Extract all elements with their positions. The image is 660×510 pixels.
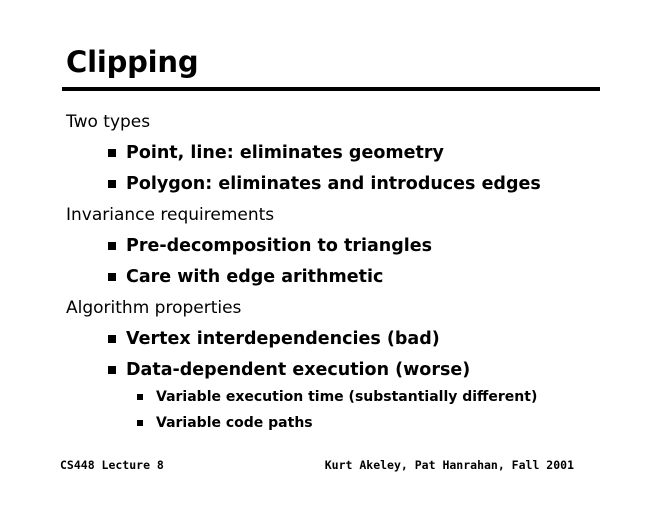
subbullet-text: Care with edge arithmetic (126, 267, 384, 287)
subbullet-text: Pre-decomposition to triangles (126, 236, 433, 256)
square-bullet-icon (108, 366, 116, 374)
square-bullet-icon (137, 394, 143, 400)
square-bullet-icon (137, 420, 143, 426)
subbullet-text: Polygon: eliminates and introduces edges (126, 174, 541, 194)
slide-title: Clipping (66, 45, 199, 79)
square-bullet-icon (108, 273, 116, 281)
subbullet-text: Point, line: eliminates geometry (126, 143, 444, 163)
subsubbullet-text: Variable execution time (substantially different) (156, 389, 538, 405)
square-bullet-icon (108, 242, 116, 250)
bullet-algorithm-properties: Algorithm properties (66, 298, 242, 318)
title-divider (62, 87, 600, 91)
square-bullet-icon (108, 180, 116, 188)
subbullet-text: Data-dependent execution (worse) (126, 360, 471, 380)
bullet-invariance: Invariance requirements (66, 205, 275, 225)
square-bullet-icon (108, 149, 116, 157)
footer-authors: Kurt Akeley, Pat Hanrahan, Fall 2001 (324, 458, 574, 472)
subsubbullet-text: Variable code paths (156, 415, 313, 431)
square-bullet-icon (108, 335, 116, 343)
footer-course: CS448 Lecture 8 (60, 458, 164, 472)
subbullet-text: Vertex interdependencies (bad) (126, 329, 440, 349)
bullet-two-types: Two types (66, 112, 151, 132)
